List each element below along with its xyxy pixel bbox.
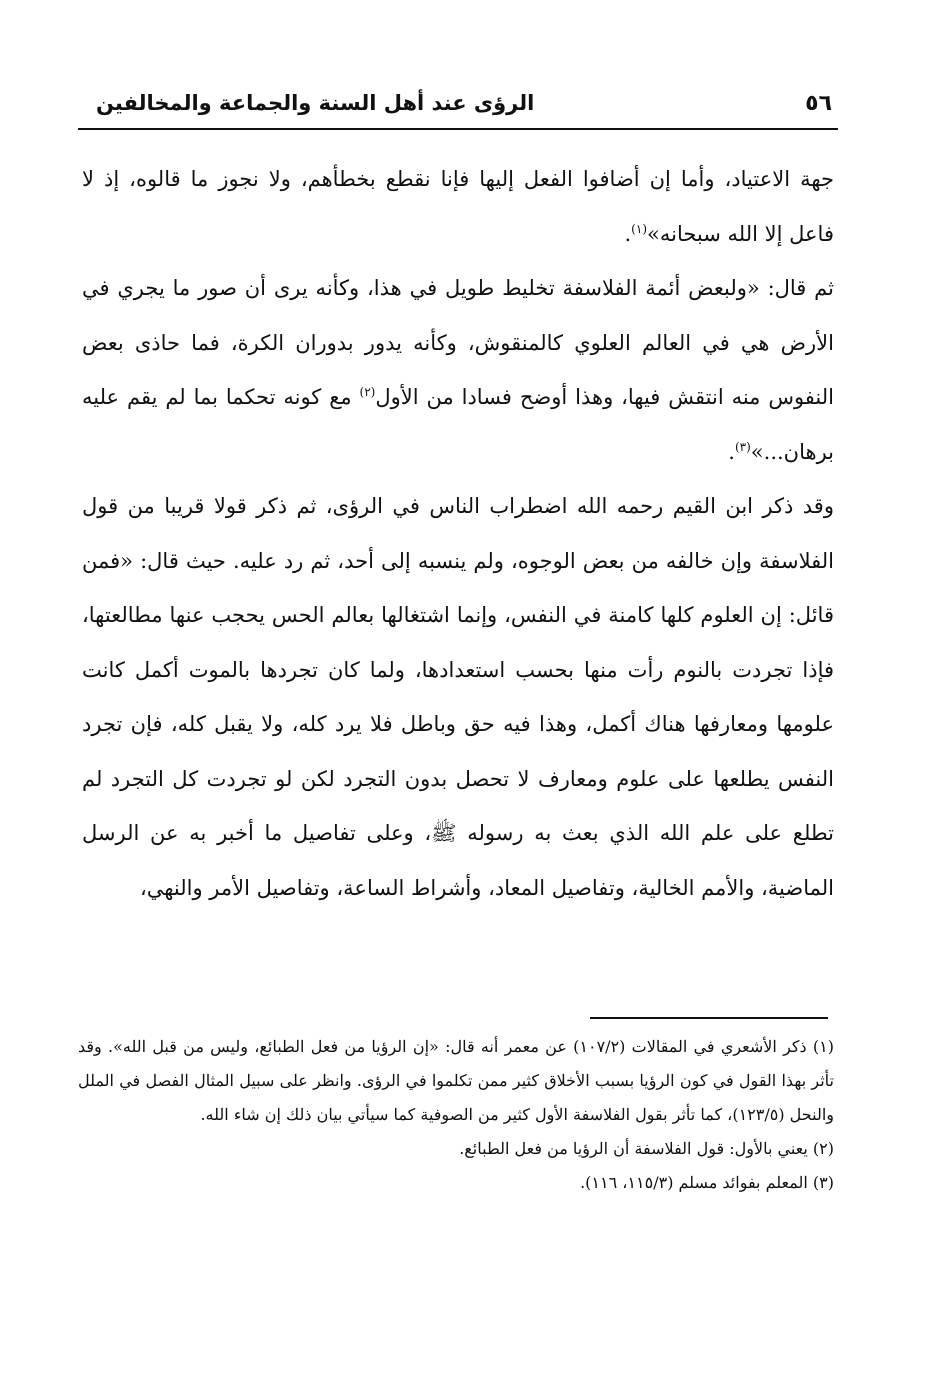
footnote-3: (٣) المعلم بفوائد مسلم (١١٥/٣، ١١٦). <box>580 1173 834 1192</box>
paragraph-2 <box>82 261 834 479</box>
footnote-ref-2: (٢) <box>359 385 376 399</box>
footnote-divider <box>590 1017 828 1019</box>
footnote-ref-3: (٣) <box>734 439 751 454</box>
page-header <box>78 78 838 130</box>
footnote-ref-1: (١) <box>631 221 647 236</box>
footnotes <box>78 1030 834 1200</box>
footnote-1: (١) ذكر الأشعري في المقالات (١٠٧/٢) عن معمر أنه قال: «إن الرؤيا من فعل الطبائع، وليس من قبل الله». وقد تأثر بهذا القول في كون الرؤيا بسبب الأخلاق كثير ممن تكلموا في الرؤى. وانظر على سبيل المثال الفصل في الملل والنحل (١٢٣/٥)، كما تأثر بقول الفلاسفة الأول كثير من الصوفية كما سيأتي بيان ذلك إن شاء الله. <box>78 1037 834 1124</box>
paragraph-2-text-b: مع كونه تحكما بما لم يقم عليه برهان...» <box>82 385 834 464</box>
footnote-2: (٢) يعني بالأول: قول الفلاسفة أن الرؤيا من فعل الطبائع. <box>459 1139 834 1158</box>
page-number: ٥٦ <box>805 90 832 116</box>
paragraph-2-end: . <box>728 439 735 464</box>
paragraph-1 <box>82 152 834 261</box>
main-text <box>82 152 834 915</box>
paragraph-2-text-a: ثم قال: «ولبعض أئمة الفلاسفة تخليط طويل في هذا، وكأنه يرى أن صور ما يجري في الأرض هي في العالم العلوي كالمنقوش، وكأنه يدور بدوران الكرة، فما حاذى بعض النفوس منه انتقش فيها، وهذا أوضح فسادا من الأول <box>82 276 834 409</box>
paragraph-1-end: . <box>624 221 632 246</box>
running-title: الرؤى عند أهل السنة والجماعة والمخالفين <box>96 91 535 115</box>
paragraph-1-text: جهة الاعتياد، وأما إن أضافوا الفعل إليها فإنا نقطع بخطأهم، ولا نجوز ما قالوه، إذ لا فاعل إلا الله سبحانه» <box>82 167 834 246</box>
paragraph-3: وقد ذكر ابن القيم رحمه الله اضطراب الناس في الرؤى، ثم ذكر قولا قريبا من قول الفلاسفة وإن خالفه من بعض الوجوه، ولم ينسبه إلى أحد، ثم رد عليه. حيث قال: «فمن قائل: إن العلوم كلها كامنة في النفس، وإنما اشتغالها بعالم الحس يحجب عنها مطالعتها، فإذا تجردت بالنوم رأت منها بحسب استعدادها، ولما كان تجردها بالموت أكمل كانت علومها ومعارفها هناك أكمل، وهذا فيه حق وباطل فلا يرد كله، ولا يقبل كله، فإن تجرد النفس يطلعها على علوم ومعارف لا تحصل بدون التجرد لكن لو تجردت كل التجرد لم تطلع على علم الله الذي بعث به رسوله ﷺ، وعلى تفاصيل ما أخبر به عن الرسل الماضية، والأمم الخالية، وتفاصيل المعاد، وأشراط الساعة، وتفاصيل الأمر والنهي، <box>82 494 834 900</box>
